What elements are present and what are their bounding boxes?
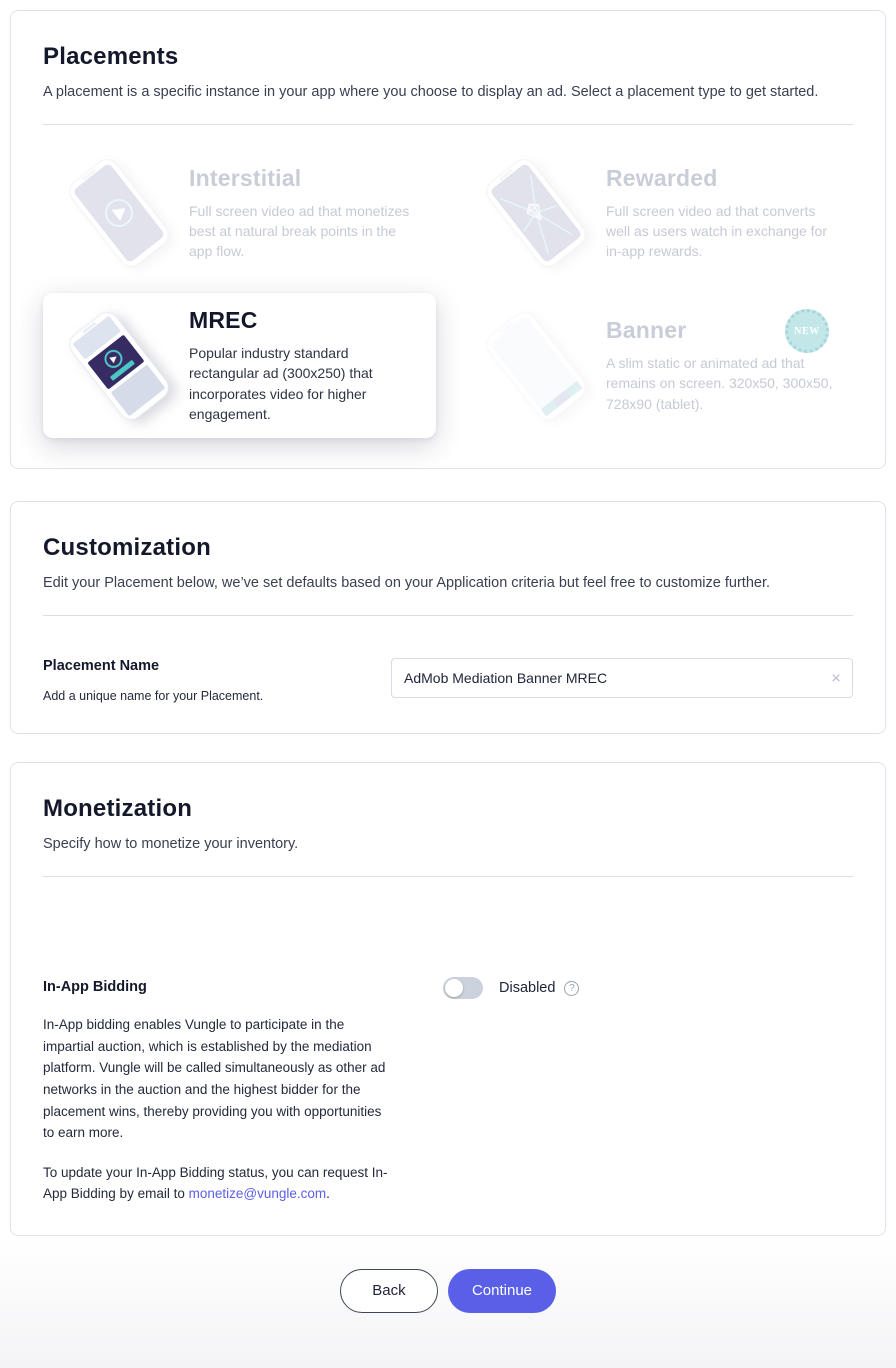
in-app-bidding-note: To update your In-App Bidding status, you can request In-App Bidding by email to monetize@vungle.com.	[43, 1164, 388, 1202]
in-app-bidding-status: Disabled	[499, 980, 556, 997]
placement-name-input[interactable]	[391, 658, 853, 698]
placement-type-rewarded[interactable]	[460, 143, 853, 283]
in-app-bidding-row	[43, 979, 853, 1205]
monetization-description: Specify how to monetize your inventory.	[43, 836, 299, 853]
clear-input-icon[interactable]: ×	[831, 668, 841, 688]
placement-type-title: MREC	[189, 307, 258, 333]
placement-type-description: Full screen video ad that monetizes best at natural break points in the app flow.	[189, 202, 410, 260]
placements-description: A placement is a specific instance in your app where you choose to display an ad. Select a placement type to get started.	[43, 84, 819, 100]
customization-description: Edit your Placement below, we’ve set defaults based on your Application criteria but feel free to customize further.	[43, 575, 771, 592]
placement-type-interstitial[interactable]	[43, 143, 436, 283]
placement-type-banner[interactable]	[460, 293, 853, 438]
placement-type-description: A slim static or animated ad that remains on screen. 320x50, 300x50, 728x90 (tablet).	[606, 355, 833, 412]
new-badge: NEW	[785, 309, 829, 353]
placement-setup-page	[0, 10, 896, 1368]
divider	[43, 876, 853, 877]
placement-type-mrec[interactable]	[43, 293, 436, 438]
divider	[43, 615, 853, 616]
mrec-phone-icon	[63, 310, 175, 422]
placement-name-field-row	[43, 658, 853, 703]
monetization-card	[10, 762, 886, 1236]
customization-card	[10, 501, 886, 734]
banner-phone-icon	[480, 310, 592, 422]
rewarded-phone-icon	[480, 157, 592, 269]
placement-name-hint: Add a unique name for your Placement.	[43, 689, 264, 704]
continue-button[interactable]: Continue	[448, 1269, 556, 1313]
help-icon[interactable]: ?	[564, 981, 579, 996]
monetize-email-link[interactable]: monetize@vungle.com	[188, 1186, 327, 1202]
interstitial-phone-icon	[63, 157, 175, 269]
placement-type-description: Popular industry standard rectangular ad (300x250) that incorporates video for higher engagement.	[189, 345, 373, 422]
monetization-title: Monetization	[43, 795, 193, 823]
placements-title: Placements	[43, 43, 179, 70]
placement-name-label: Placement Name	[43, 658, 160, 675]
placement-type-title: Interstitial	[189, 164, 302, 191]
placements-card	[10, 10, 886, 469]
placement-type-title: Banner	[606, 317, 687, 344]
toggle-knob	[445, 979, 463, 997]
placement-type-title: Rewarded	[606, 164, 718, 191]
in-app-bidding-description: In-App bidding enables Vungle to participate in the impartial auction, which is established by the mediation platform. Vungle will be called simultaneously as other ad networks in the auction and the highest bidder for the placement wins, thereby providing you with opportunities to earn more.	[43, 1017, 386, 1141]
back-button[interactable]: Back	[340, 1269, 438, 1313]
divider	[43, 124, 853, 125]
in-app-bidding-label: In-App Bidding	[43, 979, 147, 996]
placement-type-description: Full screen video ad that converts well as users watch in exchange for in-app rewards.	[606, 202, 827, 260]
in-app-bidding-toggle[interactable]	[443, 977, 483, 999]
placement-type-grid	[43, 143, 853, 438]
customization-title: Customization	[43, 534, 211, 562]
footer-actions	[0, 1236, 896, 1368]
